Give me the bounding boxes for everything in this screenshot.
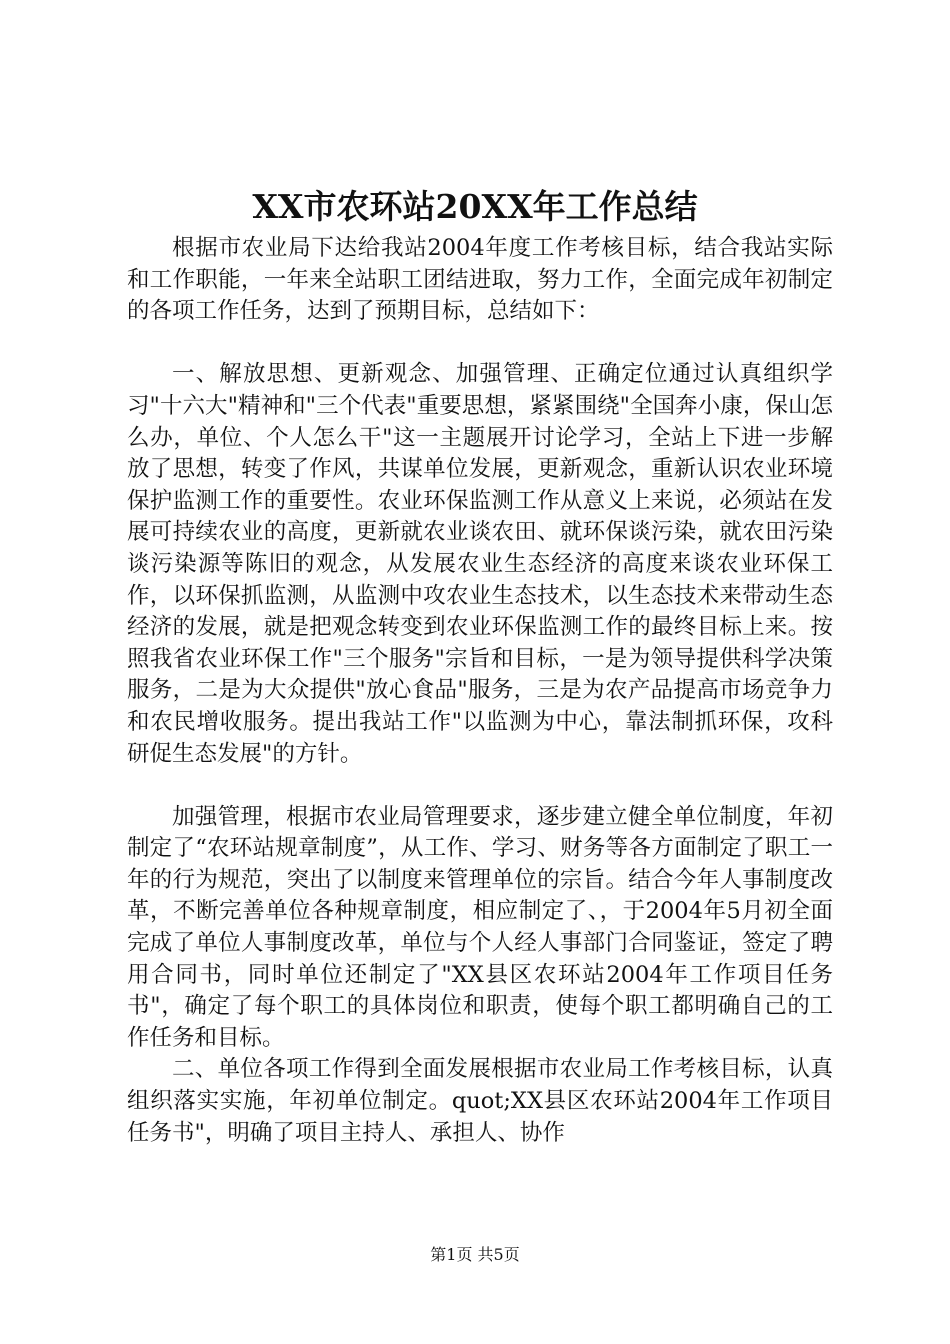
paragraph-spacer bbox=[127, 770, 833, 802]
page-footer: 第1页 共5页 bbox=[430, 1245, 520, 1264]
section-two-paragraph: 二、单位各项工作得到全面发展根据市农业局工作考核目标，认真组织落实实施，年初单位制定。quot;XX县区农环站2004年工作项目任务书"，明确了项目主持人、承担人、协作 bbox=[127, 1056, 833, 1146]
section-one-paragraph: 一、解放思想、更新观念、加强管理、正确定位通过认真组织学习"十六大"精神和"三个代表"重要思想，紧紧围绕"全国奔小康，保山怎么办，单位、个人怎么干"这一主题展开讨论学习，全站上下进一步解放了思想，转变了作风，共谋单位发展，更新观念，重新认识农业环境保护监测工作的重要性。农业环保监测工作从意义上来说，必须站在发展可持续农业的高度，更新就农业谈农田、就环保谈污染，就农田污染谈污染源等陈旧的观念，从发展农业生态经济的高度来谈农业环保工作，以环保抓监测，从监测中攻农业生态技术，以生态技术来带动生态经济的发展，就是把观念转变到农业环保监测工作的最终目标上来。按照我省农业环保工作"三个服务"宗旨和目标，一是为领导提供科学决策服务，二是为大众提供"放心食品"服务，三是为农产品提高市场竞争力和农民增收服务。提出我站工作"以监测为中心，靠法制抓环保，攻科研促生态发展"的方针。 bbox=[127, 361, 833, 767]
document-title: XX市农环站20XX年工作总结 bbox=[252, 187, 698, 226]
intro-paragraph: 根据市农业局下达给我站2004年度工作考核目标，结合我站实际和工作职能，一年来全站职工团结进取，努力工作，全面完成年初制定的各项工作任务，达到了预期目标，总结如下： bbox=[127, 235, 833, 325]
management-paragraph: 加强管理，根据市农业局管理要求，逐步建立健全单位制度，年初制定了“农环站规章制度”，从工作、学习、财务等各方面制定了职工一年的行为规范，突出了以制度来管理单位的宗旨。结合今年人事制度改革，不断完善单位各种规章制度，相应制定了、，于2004年5月初全面完成了单位人事制度改革，单位与个人经人事部门合同鉴证，签定了聘用合同书，同时单位还制定了"XX县区农环站2004年工作项目任务书"，确定了每个职工的具体岗位和职责，使每个职工都明确自己的工作任务和目标。 bbox=[127, 803, 833, 1051]
document-body bbox=[127, 233, 833, 1149]
paragraph-spacer bbox=[127, 328, 833, 360]
